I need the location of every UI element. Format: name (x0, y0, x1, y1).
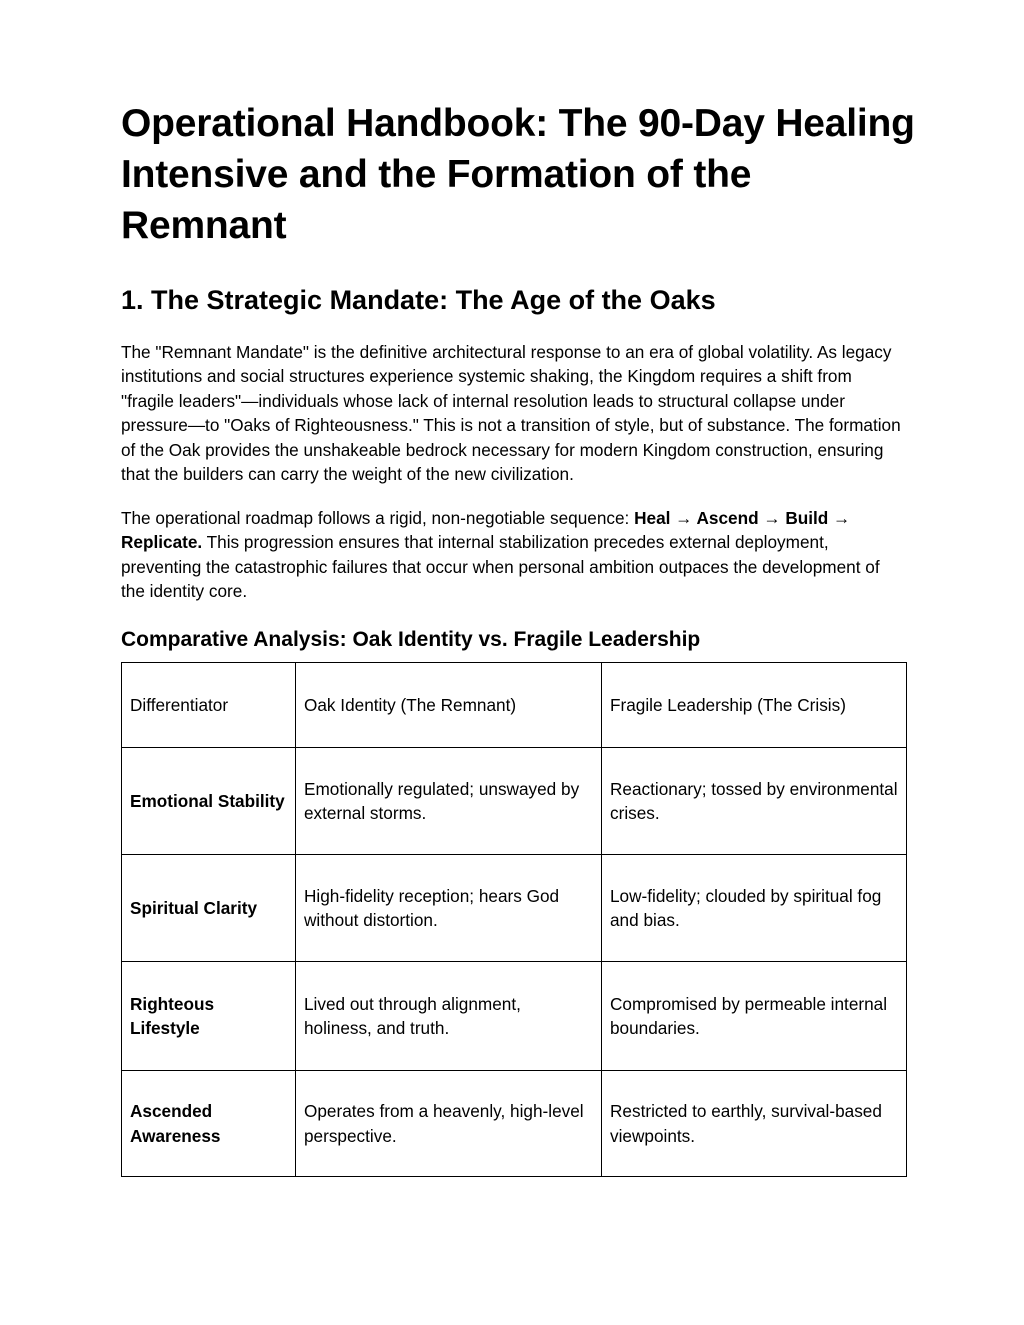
document-title: Operational Handbook: The 90-Day Healing Intensive and the Formation of the Remnant (121, 102, 915, 247)
comparison-table (121, 662, 907, 1177)
table-header-cell: Differentiator (122, 663, 296, 748)
table-row (122, 962, 907, 1071)
table-cell: Reactionary; tossed by environmental crises. (602, 748, 907, 855)
table-row (122, 855, 907, 962)
table-header-cell: Oak Identity (The Remnant) (296, 663, 602, 748)
table-row (122, 1071, 907, 1177)
table-cell: Emotionally regulated; unswayed by external storms. (296, 748, 602, 855)
row-label-cell: Spiritual Clarity (122, 855, 296, 962)
table-cell: Restricted to earthly, survival-based viewpoints. (602, 1071, 907, 1177)
row-label-cell: Righteous Lifestyle (122, 962, 296, 1071)
table-cell: Low-fidelity; clouded by spiritual fog and bias. (602, 855, 907, 962)
table-cell: Operates from a heavenly, high-level perspective. (296, 1071, 602, 1177)
roadmap-paragraph (121, 506, 905, 604)
row-label-cell: Ascended Awareness (122, 1071, 296, 1177)
table-cell: High-fidelity reception; hears God without distortion. (296, 855, 602, 962)
table-header-cell: Fragile Leadership (The Crisis) (602, 663, 907, 748)
table-row (122, 748, 907, 855)
roadmap-rest: This progression ensures that internal stabilization precedes external deployment, preventing the catastrophic failures that occur when personal ambition outpaces the development of the identity core. (121, 532, 880, 602)
roadmap-sequence: Heal → Ascend → Build → Replicate. (121, 508, 851, 553)
section-heading: 1. The Strategic Mandate: The Age of the Oaks (121, 285, 716, 315)
row-label-cell: Emotional Stability (122, 748, 296, 855)
table-cell: Lived out through alignment, holiness, and truth. (296, 962, 602, 1071)
table-header-row (122, 663, 907, 748)
mandate-paragraph: The "Remnant Mandate" is the definitive architectural response to an era of global volatility. As legacy institutions and social structures experience systemic shaking, the Kingdom requires a shift from "fragile leaders"—individuals whose lack of internal resolution leads to structural collapse under pressure—to "Oaks of Righteousness." This is not a transition of style, but of substance. The formation of the Oak provides the unshakeable bedrock necessary for modern Kingdom construction, ensuring that the builders can carry the weight of the new civilization. (121, 342, 901, 485)
table-cell: Compromised by permeable internal boundaries. (602, 962, 907, 1071)
roadmap-intro: The operational roadmap follows a rigid, non-negotiable sequence: (121, 508, 635, 528)
table-heading: Comparative Analysis: Oak Identity vs. Fragile Leadership (121, 628, 701, 651)
